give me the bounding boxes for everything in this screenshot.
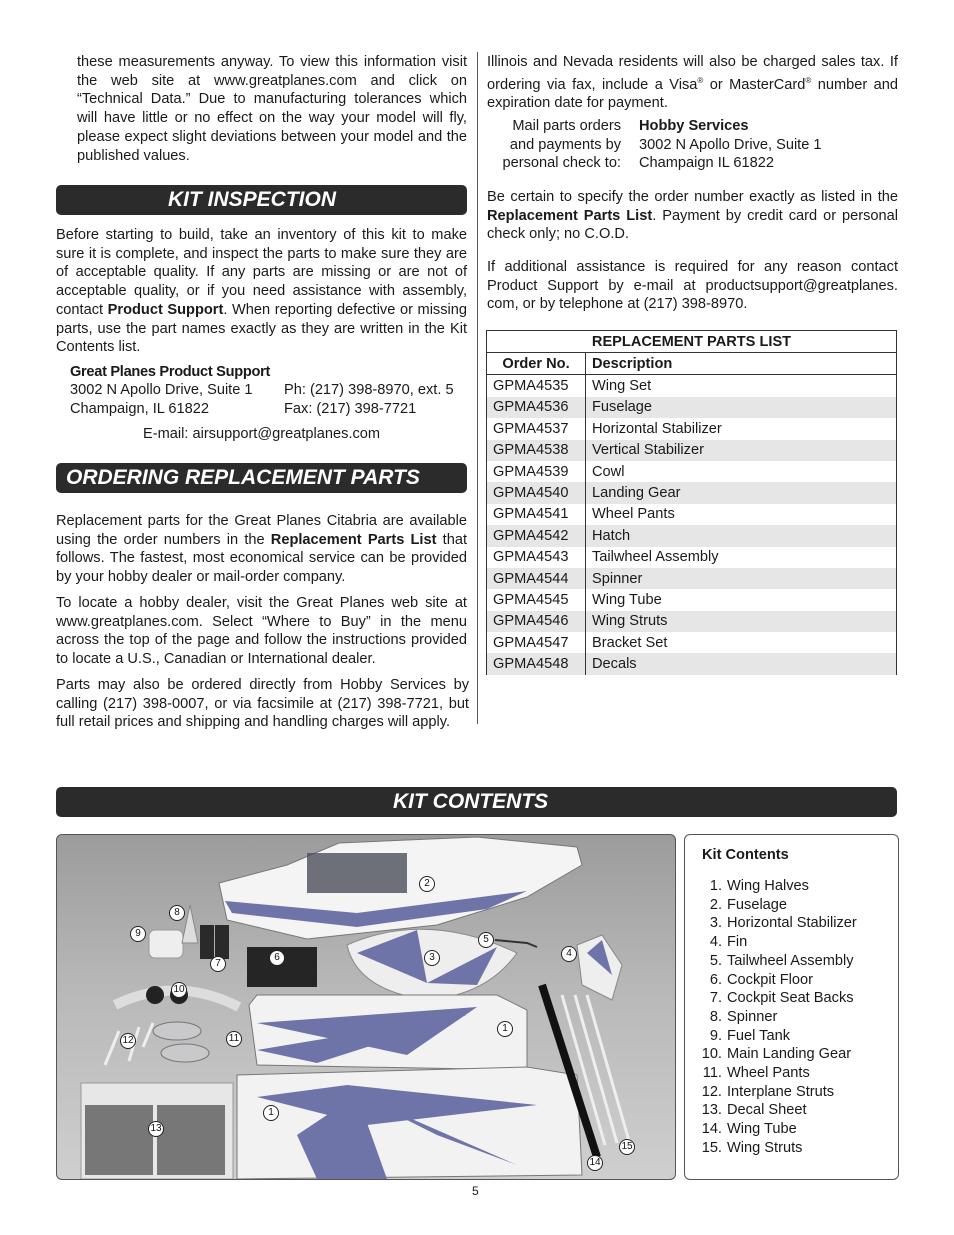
- callout-1-top: 1: [497, 1021, 513, 1037]
- list-item: [694, 1064, 857, 1083]
- order-number-cell: GPMA4535: [487, 375, 586, 397]
- support-phone: Ph: (217) 398-8970, ext. 5: [284, 382, 454, 398]
- callout-14: 14: [587, 1155, 603, 1171]
- col-header-description: Description: [586, 353, 897, 375]
- order-number-cell: GPMA4542: [487, 525, 586, 546]
- table-row: [487, 653, 897, 674]
- table-row: [487, 611, 897, 632]
- kit-inspection-paragraph: Before starting to build, take an inventory of this kit to make sure it is complete, and inspect the parts to make sure they are of acceptable quality. If any parts are missing or are not of acceptable quality, or if you need assistance with assembly, contact Product Support. When reporting defective or missing parts, use the part names exactly as they are written in the Kit Contents list.: [56, 227, 468, 356]
- kit-contents-list-box: [684, 834, 899, 1180]
- list-item: [694, 877, 857, 896]
- callout-11: 11: [226, 1031, 242, 1047]
- description-cell: Bracket Set: [586, 632, 897, 653]
- table-row: [487, 482, 897, 503]
- list-item: [694, 1120, 857, 1139]
- list-item-number: 8.: [709, 1008, 722, 1025]
- column-divider: [477, 52, 478, 724]
- order-number-cell: GPMA4540: [487, 482, 586, 503]
- callout-9: 9: [130, 926, 146, 942]
- list-item-label: Wheel Pants: [727, 1065, 810, 1082]
- table-row: [487, 632, 897, 653]
- description-cell: Landing Gear: [586, 482, 897, 503]
- ordering-heading: ORDERING REPLACEMENT PARTS: [56, 463, 467, 493]
- list-item: [694, 1083, 857, 1102]
- list-item-label: Spinner: [727, 1008, 778, 1025]
- kit-inspection-heading: KIT INSPECTION: [56, 185, 467, 215]
- list-item-label: Fin: [727, 934, 748, 951]
- description-cell: Hatch: [586, 525, 897, 546]
- list-item-number: 3.: [709, 915, 722, 932]
- description-cell: Wing Struts: [586, 611, 897, 632]
- list-item: [694, 914, 857, 933]
- table-row: [487, 568, 897, 589]
- order-number-cell: GPMA4536: [487, 397, 586, 418]
- order-number-cell: GPMA4546: [487, 611, 586, 632]
- list-item-number: 10.: [701, 1046, 722, 1063]
- ordering-paragraph-1: Replacement parts for the Great Planes Citabria are available using the order numbers in the Replacement Parts List that follows. The fastest, most economical service can be provided by your hobby dealer or mail-order company.: [56, 513, 467, 586]
- list-item: [694, 1101, 857, 1120]
- list-item-number: 14.: [701, 1121, 722, 1138]
- callout-2: 2: [419, 876, 435, 892]
- description-cell: Decals: [586, 653, 897, 674]
- sales-tax-paragraph: Illinois and Nevada residents will also be charged sales tax. If ordering via fax, include a Visa® or MasterCard® number and expiration date for payment.: [487, 54, 898, 112]
- replacement-parts-table: [486, 330, 897, 675]
- list-item-number: 13.: [701, 1102, 722, 1119]
- parts-table-body: [487, 375, 897, 675]
- parts-table-title: REPLACEMENT PARTS LIST: [487, 331, 897, 353]
- description-cell: Vertical Stabilizer: [586, 440, 897, 461]
- list-item: [694, 971, 857, 990]
- callout-10: 10: [171, 982, 187, 998]
- order-number-cell: GPMA4547: [487, 632, 586, 653]
- list-item: [694, 933, 857, 952]
- list-item: [694, 952, 857, 971]
- ordering-paragraph-3: Parts may also be ordered directly from Hobby Services by calling (217) 398-0007, or via facsimile at (217) 398-7721, but full retail prices and shipping and handling charges will apply.: [56, 677, 469, 731]
- list-item-number: 4.: [709, 934, 722, 951]
- callout-15: 15: [619, 1139, 635, 1155]
- description-cell: Tailwheel Assembly: [586, 547, 897, 568]
- table-row: [487, 397, 897, 418]
- list-item-number: 6.: [709, 971, 722, 988]
- order-number-cell: GPMA4544: [487, 568, 586, 589]
- list-item-number: 2.: [709, 896, 722, 913]
- list-item-label: Interplane Struts: [727, 1083, 835, 1100]
- list-item-label: Tailwheel Assembly: [727, 952, 854, 969]
- support-email[interactable]: E-mail: airsupport@greatplanes.com: [143, 426, 381, 442]
- callout-4: 4: [561, 946, 577, 962]
- order-number-cell: GPMA4545: [487, 589, 586, 610]
- list-item-number: 15.: [701, 1139, 722, 1156]
- order-number-cell: GPMA4548: [487, 653, 586, 674]
- table-row: [487, 461, 897, 482]
- assistance-paragraph: If additional assistance is required for any reason contact Product Support by e-mail at productsupport@greatplanes. com, or by telephone at (217) 398-8970.: [487, 259, 898, 313]
- list-item: [694, 1045, 857, 1064]
- list-item-label: Main Landing Gear: [727, 1046, 852, 1063]
- order-number-cell: GPMA4541: [487, 504, 586, 525]
- table-row: [487, 418, 897, 439]
- list-item-label: Horizontal Stabilizer: [727, 915, 857, 932]
- description-cell: Spinner: [586, 568, 897, 589]
- list-item-number: 5.: [709, 952, 722, 969]
- support-title: Great Planes Product Support: [70, 364, 271, 380]
- col-header-order: Order No.: [487, 353, 586, 375]
- list-item-label: Wing Struts: [727, 1139, 803, 1156]
- list-item-number: 9.: [709, 1027, 722, 1044]
- table-row: [487, 375, 897, 397]
- page-number: 5: [472, 1184, 479, 1198]
- list-item: [694, 1139, 857, 1158]
- list-item-label: Wing Tube: [727, 1121, 797, 1138]
- intro-paragraph: these measurements anyway. To view this information visit the web site at www.greatplanes.com and click on “Technical Data.” Due to manufacturing tolerances which will have little or no effect on the way your model will fly, please expect slight deviations between your model and the published values.: [77, 54, 467, 164]
- list-item-label: Fuel Tank: [727, 1027, 791, 1044]
- table-row: [487, 440, 897, 461]
- list-item: [694, 989, 857, 1008]
- order-number-cell: GPMA4537: [487, 418, 586, 439]
- description-cell: Wheel Pants: [586, 504, 897, 525]
- list-item-number: 12.: [701, 1083, 722, 1100]
- mail-address: Hobby Services 3002 N Apollo Drive, Suite 1 Champaign IL 61822: [639, 118, 822, 172]
- list-item: [694, 896, 857, 915]
- table-row: [487, 547, 897, 568]
- list-item-label: Fuselage: [727, 896, 788, 913]
- callout-12: 12: [120, 1033, 136, 1049]
- description-cell: Fuselage: [586, 397, 897, 418]
- support-address-line2: Champaign, IL 61822: [70, 401, 210, 417]
- list-item-label: Cockpit Seat Backs: [727, 990, 854, 1007]
- order-number-cell: GPMA4543: [487, 547, 586, 568]
- list-item-number: 1.: [709, 878, 722, 894]
- list-item-number: 11.: [702, 1065, 722, 1082]
- order-note-paragraph: Be certain to specify the order number exactly as listed in the Replacement Parts List. Payment by credit card or personal check only; no C.O.D.: [487, 189, 899, 243]
- list-item-label: Wing Halves: [727, 878, 809, 894]
- description-cell: Horizontal Stabilizer: [586, 418, 897, 439]
- mail-label: Mail parts orders and payments by personal check to:: [502, 118, 621, 172]
- ordering-paragraph-2: To locate a hobby dealer, visit the Great Planes web site at www.greatplanes.com. Select “Where to Buy” in the menu across the top of the page and follow the instructions provided to locate a U.S., Canadian or International dealer.: [56, 595, 467, 668]
- list-item: [694, 1008, 857, 1027]
- callout-3: 3: [424, 950, 440, 966]
- kit-contents-list: [694, 877, 857, 1158]
- callout-1-bottom: 1: [263, 1105, 279, 1121]
- callout-6: 6: [269, 950, 285, 966]
- kit-contents-heading: KIT CONTENTS: [56, 787, 897, 817]
- list-item-label: Cockpit Floor: [727, 971, 813, 988]
- table-row: [487, 525, 897, 546]
- list-item-number: 7.: [709, 990, 722, 1007]
- kit-contents-photo: [56, 834, 676, 1180]
- table-row: [487, 504, 897, 525]
- callout-8: 8: [169, 905, 185, 921]
- kit-contents-list-title: Kit Contents: [702, 847, 789, 863]
- callout-5: 5: [478, 932, 494, 948]
- description-cell: Cowl: [586, 461, 897, 482]
- description-cell: Wing Tube: [586, 589, 897, 610]
- callout-13: 13: [148, 1121, 164, 1137]
- support-fax: Fax: (217) 398-7721: [284, 401, 417, 417]
- list-item-label: Decal Sheet: [727, 1102, 807, 1119]
- table-row: [487, 589, 897, 610]
- callout-7: 7: [210, 956, 226, 972]
- order-number-cell: GPMA4539: [487, 461, 586, 482]
- order-number-cell: GPMA4538: [487, 440, 586, 461]
- support-address-line1: 3002 N Apollo Drive, Suite 1: [70, 382, 253, 398]
- list-item: [694, 1027, 857, 1046]
- description-cell: Wing Set: [586, 375, 897, 397]
